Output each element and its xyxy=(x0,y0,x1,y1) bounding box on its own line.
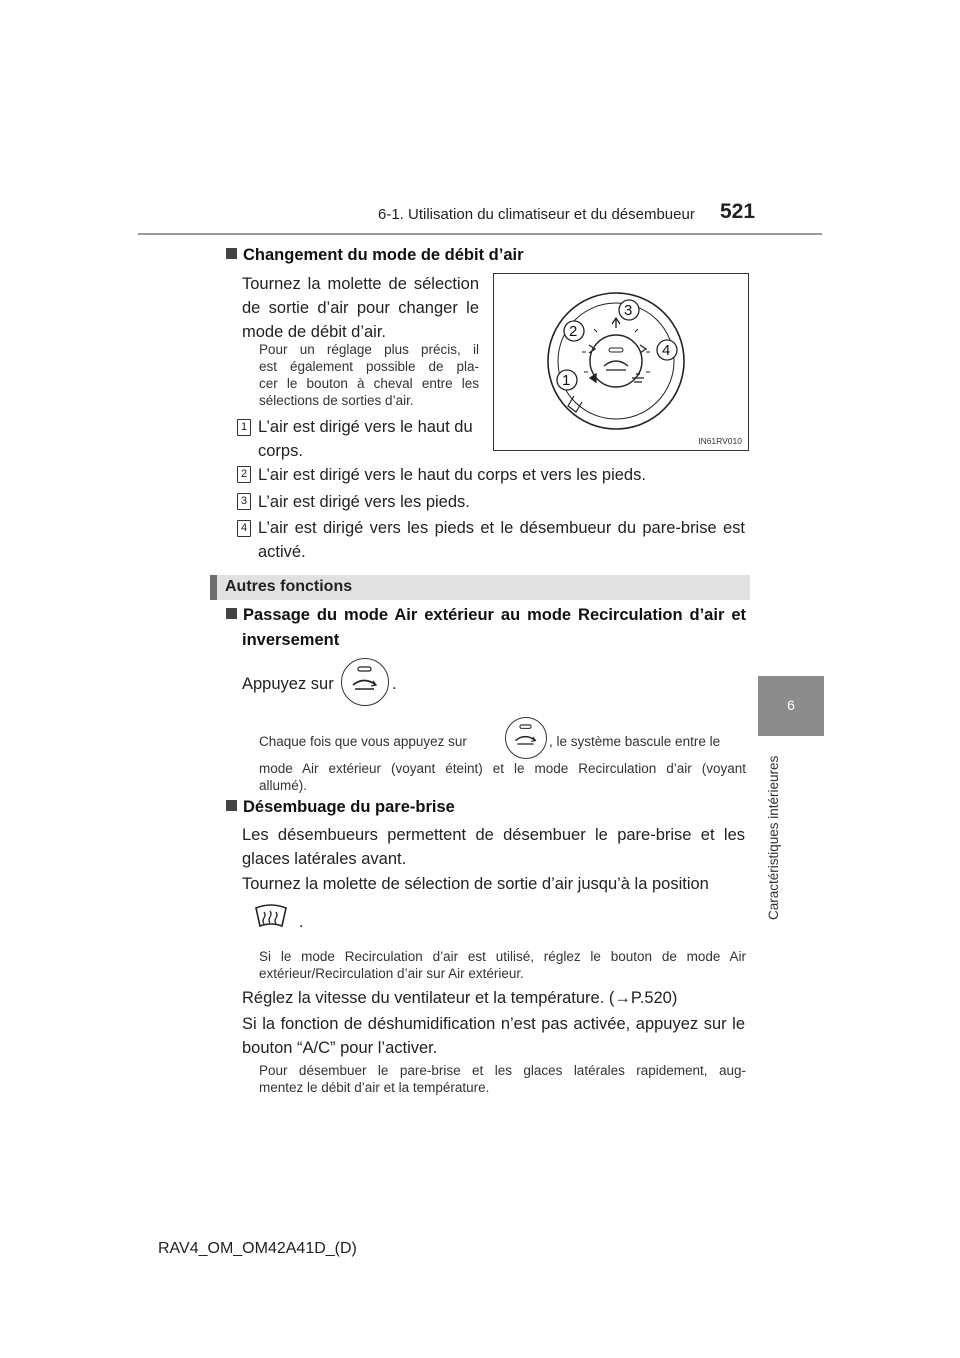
press-instruction-pre: Appuyez sur xyxy=(242,675,334,693)
text-line: Si le mode Recirculation d’air est utilisé, réglez le bouton de mode Air xyxy=(259,949,746,964)
page-number: 521 xyxy=(720,200,756,223)
chapter-label xyxy=(762,742,784,922)
document-code: RAV4_OM_OM42A41D_(D) xyxy=(158,1240,357,1257)
text-line: activé. xyxy=(258,543,306,561)
windshield-defogger-icon xyxy=(253,902,289,935)
text-line: de sortie d’air pour changer le xyxy=(242,299,479,317)
text-line: extérieur/Recirculation d’air sur Air extérieur. xyxy=(259,966,524,981)
recirculation-symbol xyxy=(506,718,545,757)
airflow-item-4 xyxy=(258,516,745,564)
callout-1: 1 xyxy=(562,372,571,389)
header-section-title: 6-1. Utilisation du climatiseur et du désembueur xyxy=(378,206,695,223)
airflow-note xyxy=(259,341,479,409)
chapter-number: 6 xyxy=(787,697,795,713)
text-line: est également possible de pla- xyxy=(259,359,479,374)
text-line: glaces latérales avant. xyxy=(242,850,407,868)
air-outlet-dial-figure xyxy=(493,273,749,451)
airflow-instruction xyxy=(242,272,479,344)
recirc-note-continued xyxy=(259,760,746,794)
text-line: mode Air extérieur (voyant éteint) et le mode Recirculation d’air (voyant xyxy=(259,761,746,776)
airflow-item-2: L’air est dirigé vers le haut du corps et vers les pieds. xyxy=(258,466,646,484)
heading-airflow-mode-text: Changement du mode de débit d’air xyxy=(243,246,524,264)
defog-paragraph-1 xyxy=(242,823,745,871)
item-number-badge: 2 xyxy=(237,466,251,483)
defog-note-1 xyxy=(259,948,746,982)
text-line: cer le bouton à cheval entre les xyxy=(259,376,479,391)
heading-line-text: Passage du mode Air extérieur au mode Recirculation d’air et xyxy=(243,606,746,624)
item-number-badge: 4 xyxy=(237,520,251,537)
callout-2: 2 xyxy=(569,323,578,340)
item-number-badge: 1 xyxy=(237,419,251,436)
air-outlet-dial-illustration xyxy=(494,274,748,450)
banner-title: Autres fonctions xyxy=(225,578,353,595)
text-line: corps. xyxy=(258,442,303,460)
heading-line xyxy=(226,606,746,625)
defog-paragraph-2-end: . xyxy=(299,913,304,931)
text-line: L’air est dirigé vers le haut du xyxy=(258,418,473,436)
text-line: mentez le débit d’air et la température. xyxy=(259,1080,490,1095)
callout-4: 4 xyxy=(662,342,671,359)
airflow-item-1 xyxy=(258,415,480,463)
square-bullet-icon xyxy=(226,608,237,619)
text-line: Si la fonction de déshumidification n’est pas activée, appuyez sur le xyxy=(242,1015,745,1033)
recirculation-button-icon xyxy=(505,717,547,759)
text-line: Tournez la molette de sélection xyxy=(242,275,479,293)
defroster-symbol xyxy=(253,902,289,930)
press-instruction-post: . xyxy=(392,675,397,693)
heading-airflow-mode xyxy=(226,246,524,265)
text-line: Pour désembuer le pare-brise et les glaces latérales rapidement, aug- xyxy=(259,1063,746,1078)
header-rule xyxy=(138,233,822,235)
defog-paragraph-2: Tournez la molette de sélection de sortie d’air jusqu’à la position xyxy=(242,875,709,893)
item-number-badge: 3 xyxy=(237,493,251,510)
figure-id: IN61RV010 xyxy=(698,436,742,446)
section-banner-other-functions xyxy=(210,575,750,600)
text-line: L’air est dirigé vers les pieds et le désembueur du pare-brise est xyxy=(258,519,745,537)
heading-defogging-text: Désembuage du pare-brise xyxy=(243,798,455,816)
airflow-item-3: L’air est dirigé vers les pieds. xyxy=(258,493,470,511)
recirc-note-post: , le système bascule entre le xyxy=(549,734,721,749)
text-line: Les désembueurs permettent de désembuer le pare-brise et les xyxy=(242,826,745,844)
defog-paragraph-3: Réglez la vitesse du ventilateur et la température. (→P.520) xyxy=(242,989,678,1007)
text-line: sélections de sorties d’air. xyxy=(259,393,414,408)
heading-defogging xyxy=(226,798,455,817)
text-line: mode de débit d’air. xyxy=(242,323,387,341)
text-line: allumé). xyxy=(259,778,308,793)
square-bullet-icon xyxy=(226,248,237,259)
defog-paragraph-4 xyxy=(242,1012,745,1060)
chapter-label-text: Caractéristiques intérieures xyxy=(766,755,781,920)
callout-3: 3 xyxy=(624,302,633,319)
recirculation-button-icon xyxy=(341,658,389,706)
text-line: Pour un réglage plus précis, il xyxy=(259,342,479,357)
text-line: bouton “A/C” pour l’activer. xyxy=(242,1039,438,1057)
heading-recirculation xyxy=(226,606,746,650)
recirc-note-pre: Chaque fois que vous appuyez sur xyxy=(259,734,467,749)
heading-line: inversement xyxy=(242,631,340,649)
defog-note-2 xyxy=(259,1062,746,1096)
recirculation-symbol xyxy=(342,659,387,704)
square-bullet-icon xyxy=(226,800,237,811)
